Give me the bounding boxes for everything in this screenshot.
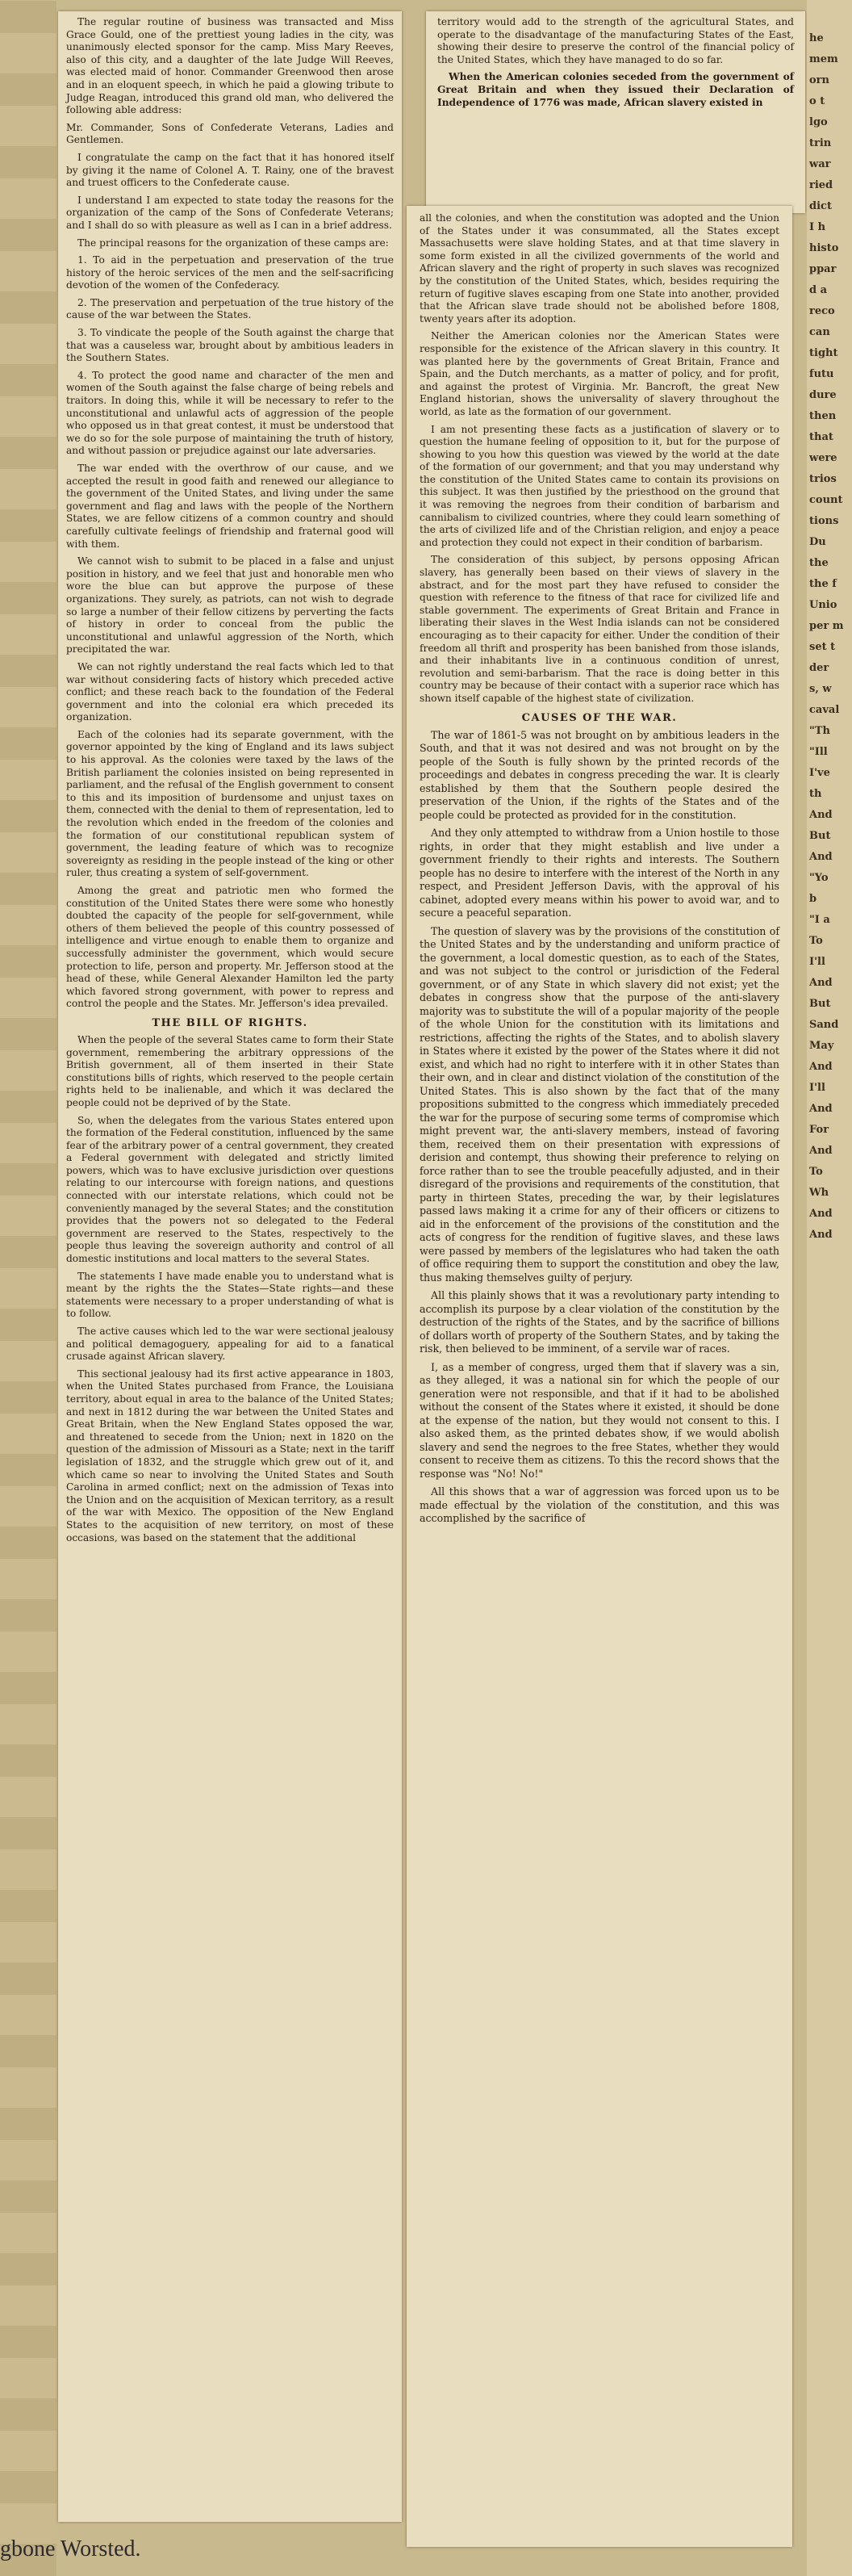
fragment-line: And <box>809 1061 833 1073</box>
clip1-paragraphs <box>66 16 394 1011</box>
heading-bill-of-rights: THE BILL OF RIGHTS. <box>152 1016 308 1029</box>
paragraph: The question of slavery was by the provisions of the constitution of the United States and by the understanding and uniform practice of the government, a local domestic question, as to each of the States, and was not subject to the control or jurisdiction of the Federal government, or of any State in which slavery did not exist; yet the debates in congress show that the purpose of the anti-slavery majority was to substitute the will of a popular majority of the people of the whole Union for the constitution with its limitations and restrictions, affecting the rights of the States, and to abolish slavery in States where it existed by the power of the States where it did not exist, and which had no right to interfere with it in other States than their own, and in clear and distinct violation of the constitution of the United States. This is also shown by the fact that of the many propositions submitted to the congress which immediately preceded the war for the purpose of securing some terms of compromise which might prevent war, the anti-slavery members, instead of favoring them, received them on their presentation with expressions of derision and contempt, thus showing their preference to relying on force rather than to see the trouble peacefully adjusted, and in their disregard of the provisions and requirements of the constitution, that party in thirteen States, preceding the war, by their legislatures passed laws making it a crime for any of their officers or citizens to aid in the enforcement of the provisions of the constitution and the acts of congress for the rendition of fugitive slaves, and these laws were passed by members of the legislatures who had taken the oath of office requiring them to support the constitution and obey the law, thus making themselves guilty of perjury. <box>420 924 779 1284</box>
fragment-line: s, w <box>809 683 832 695</box>
fragment-line: I h <box>809 221 826 233</box>
paragraph: 1. To aid in the perpetuation and preservation of the true history of the heroic services of the men and the self-sacrificing devotion of the women of the Confederacy. <box>66 254 394 291</box>
heading-causes-of-the-war: CAUSES OF THE WAR. <box>521 711 678 724</box>
newspaper-clipping-top-right <box>426 11 805 213</box>
fragment-line: lgo <box>809 116 828 128</box>
clip2-paragraphs <box>437 16 794 109</box>
paragraph: The principal reasons for the organization of these camps are: <box>77 237 389 249</box>
fragment-line: And <box>809 1208 833 1220</box>
clip3-paragraphs-2 <box>420 729 779 1526</box>
paragraph: I understand I am expected to state today the reasons for the organization of the camp of the Sons of Confederate Veterans; and I shall do so with pleasure as well as I can in a brief address. <box>66 194 394 231</box>
paragraph: When the American colonies seceded from the government of Great Britain and when they issued their Declaration of Independence of 1776 was made, African slavery existed in <box>437 71 794 108</box>
fragment-line: d a <box>809 284 828 296</box>
clip1-paragraphs-2 <box>66 1034 394 1544</box>
fragment-line: orn <box>809 74 829 86</box>
paragraph: The regular routine of business was transacted and Miss Grace Gould, one of the prettiest young ladies in the city, was unanimously elected sponsor for the camp. Miss Mary Reeves, also of this city, and a daughter of the late Judge Will Reeves, was elected maid of honor. Commander Greenwood then arose and in an eloquent speech, in which he paid a glowing tribute to Judge Reagan, introduced this grand old man, who delivered the following able address: <box>66 16 394 116</box>
fragment-line: tight <box>809 347 838 359</box>
fragment-line: can <box>809 326 830 338</box>
paragraph: Among the great and patriotic men who formed the constitution of the United States there were some who honestly doubted the capacity of the people for self-government, while others of them believed the people of this country possessed of intelligence and virtue enough to enable them to organize and successfully administer the government, which would secure protection to life, person and property. Mr. Jefferson stood at the head of these, while General Alexander Hamilton led the party which favored strong government, with power to repress and control the people and the States. Mr. Jefferson's idea prevailed. <box>66 885 394 1010</box>
fragment-line: "Yo <box>809 872 829 884</box>
paragraph: We cannot wish to submit to be placed in a false and unjust position in history, and we feel that just and honorable men who wore the blue can but approve the purpose of these organizations. They surely, as patriots, can not wish to degrade so large a number of their fellow citizens by perverting the facts of history in order to conceal from the public the unconstitutional and unlawful aggression of the North, which precipitated the war. <box>66 555 394 656</box>
fragment-line: But <box>809 998 831 1010</box>
fragment-line: And <box>809 851 833 863</box>
paragraph: This sectional jealousy had its first active appearance in 1803, when the United States purchased from France, the Louisiana territory, about equal in area to the balance of the United States; and next in 1812 during the war between the United States and Great Britain, when the New England States opposed the war, and threatened to secede from the Union; next in 1820 on the question of the admission of Missouri as a State; next in the tariff legislation of 1832, and the struggle which grew out of it, and which came so near to involving the United States and South Carolina in armed conflict; next on the admission of Texas into the Union and on the acquisition of Mexican territory, as a result of the war with Mexico. The opposition of the New England States to the acquisition of new territory, on most of these occasions, was based on the statement that the additional <box>66 1368 394 1544</box>
fragment-line: caval <box>809 704 840 716</box>
page-caption: gbone Worsted. <box>0 2536 141 2561</box>
fragment-line: histo <box>809 242 839 254</box>
paragraph: Each of the colonies had its separate government, with the governor appointed by the king of England and its laws subject to his approval. As the colonies were taxed by the laws of the British parliament the colonies insisted on being represented in parliament, and the refusal of the English government to consent to this and its imposition of burdensome and unjust taxes on them, connected with the denial to them of representation, led to the revolution which ended in the freedom of the colonies and the formation of our constitutional republican system of government, the leading feature of which was to recognize sovereignty as residing in the people instead of the king or other ruler, thus creating a system of self-government. <box>66 728 394 879</box>
fragment-line: "Ill <box>809 746 828 758</box>
paragraph: 3. To vindicate the people of the South against the charge that that was a causeless war, brought about by ambitious leaders in the Southern States. <box>66 327 394 364</box>
fragment-line: "I a <box>809 914 830 926</box>
fragment-line: "Th <box>809 725 830 737</box>
fragment-line: trios <box>809 473 837 485</box>
fragment-line: he <box>809 32 824 44</box>
paragraph: all the colonies, and when the constitution was adopted and the Union of the States under it was consummated, all the States except Massachusetts were slave holding States, and at that time slavery in some form existed in all the civilized governments of the world and African slavery and the right of property in such slaves was recognized by the constitution of the United States, which, besides requiring the return of fugitive slaves escaping from one State into another, provided that the African slave trade should not be abolished before 1808, twenty years after its adoption. <box>420 212 779 325</box>
fragment-line: And <box>809 1229 833 1241</box>
fragment-line: ried <box>809 179 833 191</box>
fragment-line: I'll <box>809 1082 825 1094</box>
fragment-line: And <box>809 809 833 821</box>
fragment-line: And <box>809 977 833 989</box>
fragment-line: And <box>809 1103 833 1115</box>
paragraph: Neither the American colonies nor the American States were responsible for the existence of the African slavery in this country. It was planted here by the governments of Great Britain, France and Spain, and the Dutch merchants, as a matter of policy, and for profit, and against the protest of Virginia. Mr. Bancroft, the great New England historian, shows the universality of slavery throughout the world, as late as the formation of our government. <box>420 330 779 417</box>
fragment-line: tions <box>809 515 839 527</box>
fragment-line: Unio <box>809 599 837 611</box>
fragment-line: the f <box>809 578 837 590</box>
paragraph: I congratulate the camp on the fact that it has honored itself by giving it the name of Colonel A. T. Rainy, one of the bravest and truest officers to the Confederate cause. <box>66 151 394 189</box>
fragment-line: I'll <box>809 956 825 968</box>
paragraph: 4. To protect the good name and character of the men and women of the South against the false charge of being rebels and traitors. In doing this, while it will be necessary to refer to the unconstitutional and unlawful acts of aggression of the people who opposed us in that great contest, it must be understood that we do so for the sole purpose of maintaining the truth of history, and without passion or prejudice against our late adversaries. <box>66 369 394 457</box>
paragraph: I, as a member of congress, urged them that if slavery was a sin, as they alleged, it was a national sin for which the people of our generation were not responsible, and that if it had to be abolished without the consent of the States where it existed, it should be done at the expense of the nation, but they would not consent to this. I also asked them, as the printed debates show, if we would abolish slavery and send the negroes to the free States, whether they would consent to receive them as citizens. To this the record shows that the response was "No! No!" <box>420 1360 779 1480</box>
fragment-line: trin <box>809 137 832 149</box>
fragment-line: the <box>809 557 829 569</box>
fragment-line: set t <box>809 641 836 653</box>
fragment-line: per m <box>809 620 844 632</box>
newspaper-clipping-right-column <box>407 206 792 2547</box>
paragraph: I am not presenting these facts as a justification of slavery or to question the humane feeling of opposition to it, but for the purpose of showing to you how this question was viewed by the world at the date of the formation of our government; and that you may understand why the constitution of the United States came to contain its provisions on this subject. It was then justified by the priesthood on the ground that it was removing the negroes from their condition of barbarism and cannibalism to civilized countries, where they could learn something of the arts of civilized life and of the Christian religion, and enjoy a peace and protection they could not expect in their condition of barbarism. <box>420 423 779 548</box>
fragment-line: But <box>809 830 831 842</box>
fragment-line: o t <box>809 95 825 107</box>
paragraph: All this plainly shows that it was a revolutionary party intending to accomplish its purpose by a clear violation of the constitution by the destruction of the rights of the States, and by the sacrifice of billions of dollars worth of property of the Southern States, and by taking the risk, then believed to be imminent, of a servile war of races. <box>420 1289 779 1355</box>
paragraph: We can not rightly understand the real facts which led to that war without considering facts of history which preceded active conflict; and these reach back to the foundation of the Federal government and into the colonial era which preceded its organization. <box>66 660 394 723</box>
adjacent-clipping-fragment <box>807 0 852 2576</box>
fragment-line: Du <box>809 536 826 548</box>
paragraph: The consideration of this subject, by persons opposing African slavery, has generally been based on their views of slavery in the abstract, and for the most part they have refused to consider the question with reference to the fitness of that race for civilized life and stable government. The experiments of Great Britain and France in liberating their slaves in the West India islands can not be considered encouraging as to their capacity for either. Under the condition of their freedom all thrift and prosperity has been banished from those islands, and their inhabitants live in a continuous condition of unrest, revolution and semi-barbarism. That the race is doing better in this country may be because of their contact with a superior race which has shown itself capable of the highest state of civilization. <box>420 554 779 704</box>
paragraph: The statements I have made enable you to understand what is meant by the rights the the States—State rights—and these statements were necessary to a proper understanding of what is to follow. <box>66 1270 394 1320</box>
fragment-line: For <box>809 1124 829 1136</box>
paragraph: And they only attempted to withdraw from a Union hostile to those rights, in order that they might establish and live under a government friendly to their rights and interests. The Southern people has no desire to interfere with the interest of the North in any respect, and President Jefferson Davis, with the approval of his cabinet, adopted every means within his power to avoid war, and to secure a peaceful separation. <box>420 827 779 919</box>
fragment-line: Wh <box>809 1187 829 1199</box>
fragment-line: mem <box>809 53 838 65</box>
fragment-line: I've <box>809 767 830 779</box>
fragment-line: dict <box>809 200 832 212</box>
newspaper-clipping-left-column <box>58 11 402 2522</box>
fragment-line: ppar <box>809 263 837 275</box>
paragraph: 2. The preservation and perpetuation of the true history of the cause of the war between the States. <box>66 296 394 321</box>
fragment-line: th <box>809 788 822 800</box>
paragraph: So, when the delegates from the various States entered upon the formation of the Federal constitution, influenced by the same fear of the arbitrary power of a central government, they created a Federal government with delegated and strictly limited powers, which was to have exclusive jurisdiction over questions relating to our intercourse with foreign nations, and questions connected with our interstate relations, which could not be conveniently managed by the several States; and the constitution provides that the powers not so delegated to the Federal government are reserved to the States, respectively to the people thus leaving the sovereign authority and control of all domestic institutions and local matters to the several States. <box>66 1114 394 1265</box>
fragment-line: Sand <box>809 1019 839 1031</box>
fragment-line: futu <box>809 368 834 380</box>
fragment-line: And <box>809 1145 833 1157</box>
fragment-line: To <box>809 935 823 947</box>
fragment-line: then <box>809 410 837 422</box>
fragment-line: der <box>809 662 829 674</box>
paragraph: When the people of the several States came to form their State government, remembering the arbitrary oppressions of the British government, all of them inserted in their State constitutions bills of rights, which reserved to the people certain rights held to be inalienable, and which it was declared the people could not be deprived of by the State. <box>66 1033 394 1108</box>
fragment-line: b <box>809 893 817 905</box>
fragment-line: that <box>809 431 833 443</box>
paragraph: territory would add to the strength of the agricultural States, and operate to the disadvantage of the manufacturing States of the East, showing their desire to preserve the control of the financial policy of the United States, which they have managed to do so far. <box>437 16 794 65</box>
paragraph: The war of 1861-5 was not brought on by ambitious leaders in the South, and that it was not desired and was not brought on by the people of the South is fully shown by the printed records of the proceedings and debates in congress preceding the war. It is clearly established by them that the Southern people desired the preservation of the Union, if the rights of the States and of the people could be protected as provided for in the constitution. <box>420 728 779 821</box>
fragment-line: war <box>809 158 831 170</box>
paragraph: The war ended with the overthrow of our cause, and we accepted the result in good faith and renewed our allegiance to the government of the United States, and living under the same government and flag and laws with the people of the Northern States, we are fellow citizens of a common country and should carefully cultivate feelings of friendship and fraternal good will with them. <box>66 463 394 550</box>
fragment-line: were <box>809 452 837 464</box>
paragraph: The active causes which led to the war were sectional jealousy and political demagoguery, appealing for aid to a fanatical crusade against African slavery. <box>66 1326 394 1363</box>
fragment-line: May <box>809 1040 834 1052</box>
fragment-line: reco <box>809 305 835 317</box>
paragraph: All this shows that a war of aggression was forced upon us to be made effectual by the violation of the constitution, and this was accomplished by the sacrifice of <box>420 1485 779 1525</box>
clip3-paragraphs <box>420 212 779 706</box>
fragment-line: To <box>809 1166 823 1178</box>
background-clipping-edge <box>0 0 56 2576</box>
fragment-line: dure <box>809 389 837 401</box>
paragraph: Mr. Commander, Sons of Confederate Veterans, Ladies and Gentlemen. <box>66 121 394 146</box>
fragment-line: count <box>809 494 843 506</box>
